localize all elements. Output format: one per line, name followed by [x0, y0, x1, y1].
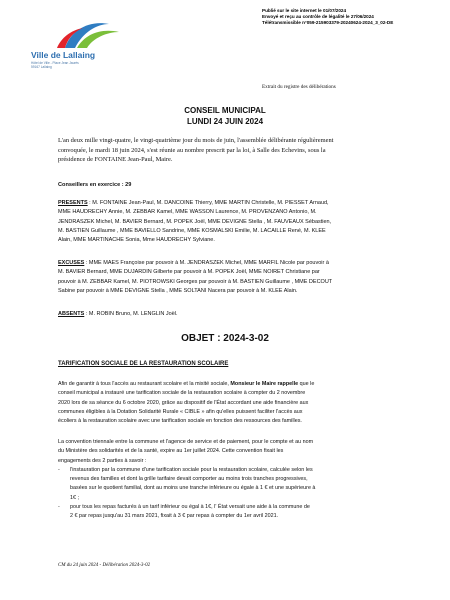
excuses-line: : MME MAES Françoise par pouvoir à M. JENDRASZEK Michel, MME MARFIL Nicole par pouvoir à	[84, 260, 329, 266]
intro-line: L'an deux mille vingt-quatre, le vingt-quatrième jour du mois de juin, l'assemblée délibérante régulièrement	[58, 137, 334, 144]
deliberation-object: OBJET : 2024-3-02	[181, 333, 269, 344]
paragraph-tarification	[58, 380, 424, 426]
logo-tagline-2: 59167 Lallaing	[31, 65, 52, 69]
presents-line: JENDRASZEK Michel, M. BAVIER Bernard, M. POPEK Joël, MME DEVIGNE Stella , M. FAUVEAUX Sébastien,	[58, 218, 332, 225]
register-extract-note: Extrait du registre des délibérations	[262, 84, 336, 90]
presents-section	[58, 199, 424, 245]
p1-line: conseil municipal a instauré une tarification sociale de la restauration scolaire à compter du 2 novembre	[58, 390, 306, 397]
bullet-line: 2 € par repas jusqu'au 31 mars 2021, fixait à 3 € par repas à compter du 1er avril 2021.	[70, 513, 279, 520]
excuses-line: Sabine par pouvoir à MME DEVIGNE Stella , MME SOLTANI Nacera par pouvoir à M. KLEE Alain.	[58, 287, 298, 294]
stamp-line: Envoyé et reçu au contrôle de légalité le 27/06/2024	[262, 14, 374, 20]
logo-tagline-1: Hôtel de Ville - Place Jean Jaurès	[31, 61, 79, 65]
stamp-line: Télétransmissible n°059-215903379-20240624-2024_3_02-DE	[262, 20, 394, 26]
page-footer: CM du 24 juin 2024 - Délibération 2024-3-02	[58, 563, 151, 568]
excuses-line: M. BAVIER Bernard, MME DUJARDIN Gilberte par pouvoir à M. POPEK Joël, MME NOIRET Christiane par	[58, 269, 320, 276]
p1-text: que le	[298, 381, 315, 387]
legal-stamp	[262, 8, 447, 27]
bullet-line: basées sur le quotient familial, dont au moins une tranche inférieure ou égale à 1 € et une supérieure à	[70, 485, 316, 492]
excuses-label: EXCUSES	[58, 260, 85, 266]
presents-line: MME HAUDRECHY Annie, M. ZEBBAR Kamel, MME WASSON Laurence, M. PROVENZANO Antonio, M.	[58, 209, 317, 216]
p1-line: 2020 lors de sa séance du 6 octobre 2020, grâce au dispositif de l'État accordant une aide financière aux	[58, 399, 309, 406]
p1-bold: Monsieur le Maire rappelle	[230, 381, 299, 387]
bullet-line: 1€ ;	[70, 494, 79, 501]
paragraph-convention	[58, 438, 424, 522]
intro-line: présidence de FONTAINE Jean-Paul, Maire.	[58, 156, 173, 164]
excuses-section	[58, 259, 424, 296]
logo-swoosh-icon	[27, 18, 137, 52]
presents-line: : M. FONTAINE Jean-Paul, M. DANCOINE Thierry, MME MARTIN Christelle, M. PIESSET Arnaud,	[87, 200, 329, 206]
council-date: LUNDI 24 JUIN 2024	[186, 117, 264, 126]
presents-line: M. BASTIEN Guillaume , MME BAVIELLO Sandrine, MME KOSMALSKI Emilie, M. LACAILLE René, M. KLEE	[58, 227, 326, 234]
councillors-count: Conseillers en exercice : 29	[58, 182, 132, 188]
p2-line: La convention triennale entre la commune et l'agence de service et de paiement, pour le compte et au nom	[58, 439, 314, 445]
bullet-item	[58, 466, 424, 503]
bullet-line: l'instauration par la commune d'une tarification sociale pour la restauration scolaire, calculée selon les	[70, 466, 313, 473]
p2-line: du Ministère des solidarités et de la santé, expire au 1er juillet 2024. Cette convention fixait les	[58, 448, 284, 455]
bullet-mark: -	[58, 466, 60, 473]
presents-line: Alain, MME MARTINACHE Sonia, Mme HAUDRECHY Sylviane.	[58, 237, 215, 244]
section-title: TARIFICATION SOCIALE DE LA RESTAURATION SCOLAIRE	[58, 361, 229, 367]
bullet-item	[58, 503, 424, 522]
p1-text: Afin de garantir à tous l'accès au restaurant scolaire et la mixité sociale,	[58, 381, 231, 387]
stamp-line: Publié sur le site internet le 01/07/2024	[262, 8, 347, 13]
p2-line: engagements des 2 parties à savoir :	[58, 457, 147, 464]
bullet-mark: -	[58, 504, 60, 511]
p1-line: communes éligibles à la Dotation Solidarité Rurale « CIBLE » afin qu'elles puissent faciliter l'accès aux	[58, 408, 303, 415]
absents-text: : M. ROBIN Bruno, M. LENGLIN Joël.	[84, 311, 178, 317]
absents-section	[58, 310, 424, 319]
logo-name: Ville de Lallaing	[31, 50, 96, 60]
bullet-line: pour tous les repas facturés à un tarif inférieur ou égal à 1€, l' État versait une aide à la commune de	[70, 504, 310, 511]
presents-label: PRESENTS	[58, 200, 88, 206]
council-title: CONSEIL MUNICIPAL	[184, 106, 266, 115]
town-logo	[27, 18, 137, 78]
intro-line: convoquée, le mardi 18 juin 2024, s'est réunie au nombre prescrit par la loi, à Salle des Echevins, sous la	[58, 146, 326, 154]
p1-line: écoliers à la restauration scolaire avec une tarification sociale en fonction des ressources des familles.	[58, 418, 302, 425]
intro-paragraph	[58, 136, 424, 165]
excuses-line: pouvoir à M. ZEBBAR Kamel, M. PIOTROWSKI Georges par pouvoir à M. BASTIEN Guillaume , MME DECOUT	[58, 278, 333, 285]
absents-label: ABSENTS	[58, 311, 85, 317]
bullet-line: revenus des familles et dont la grille tarifaire devait comporter au moins trois tranches progressives,	[70, 476, 308, 483]
